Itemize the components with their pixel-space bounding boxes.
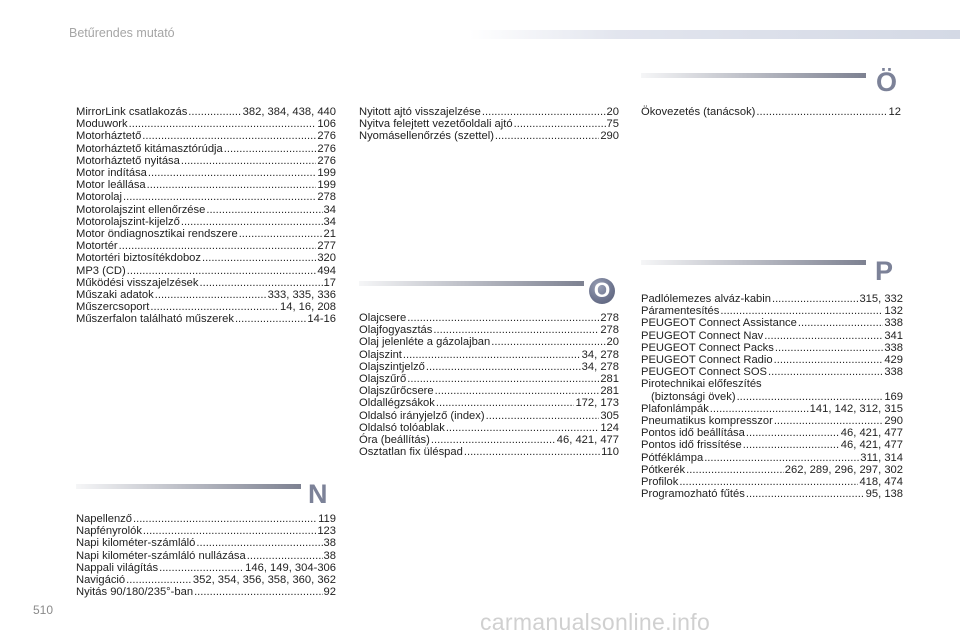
header-decor-bar bbox=[470, 30, 960, 39]
index-entry-leader bbox=[247, 550, 323, 562]
index-entry-pages: 34 bbox=[323, 203, 336, 216]
index-entry-leader bbox=[123, 191, 316, 203]
index-entry bbox=[359, 336, 619, 348]
index-entry bbox=[641, 391, 903, 403]
index-entry-leader bbox=[482, 106, 606, 118]
index-entry-pages: 199 bbox=[317, 179, 336, 192]
index-entry-label: Oldallégzsákok bbox=[359, 397, 435, 410]
index-entry bbox=[76, 562, 336, 574]
index-entry-pages: 34, 278 bbox=[581, 360, 619, 373]
index-entry-leader bbox=[119, 240, 317, 252]
index-entry-label: Műszerfalon található műszerek bbox=[76, 313, 234, 326]
index-entry-label: Napi kilométer-számláló nullázása bbox=[76, 549, 246, 562]
index-entry-leader bbox=[704, 452, 859, 464]
index-entry bbox=[76, 289, 336, 301]
index-entry bbox=[641, 342, 903, 354]
page-number: 510 bbox=[33, 603, 54, 617]
index-entry-label: MP3 (CD) bbox=[76, 264, 126, 277]
index-entry-label: Moduwork bbox=[76, 118, 128, 131]
index-entry-label: Ökovezetés (tanácsok) bbox=[641, 106, 756, 118]
index-entry-pages: 278 bbox=[600, 312, 619, 324]
index-entry-label: PEUGEOT Connect Assistance bbox=[641, 317, 797, 330]
index-entry bbox=[359, 349, 619, 361]
index-entry-pages: 290 bbox=[600, 130, 619, 143]
index-entry-pages: 262, 289, 296, 297, 302 bbox=[784, 463, 903, 476]
index-entry-label: Pneumatikus kompresszor bbox=[641, 415, 773, 428]
index-entry bbox=[641, 427, 903, 439]
index-entry bbox=[359, 410, 619, 422]
index-entry bbox=[641, 293, 903, 305]
index-entry-label: Olajcsere bbox=[359, 312, 407, 324]
index-entry-pages: 12 bbox=[888, 106, 901, 118]
index-entry-leader bbox=[142, 130, 316, 142]
index-entry bbox=[641, 439, 903, 451]
index-entry-label: Navigáció bbox=[76, 574, 126, 587]
index-entry-label: Motortéri biztosítékdoboz bbox=[76, 252, 201, 265]
index-entry-leader bbox=[206, 204, 322, 216]
index-entry bbox=[359, 373, 619, 385]
index-entry-pages: 315, 332 bbox=[859, 293, 903, 305]
index-entry-leader bbox=[426, 361, 581, 373]
index-entry-label: Motorháztető nyitása bbox=[76, 154, 180, 167]
index-entry bbox=[641, 403, 903, 415]
index-entry-label: PEUGEOT Connect Radio bbox=[641, 354, 773, 367]
index-entry-pages: 311, 314 bbox=[860, 451, 903, 464]
index-entry bbox=[76, 265, 336, 277]
index-entry bbox=[641, 476, 903, 488]
index-entry bbox=[641, 354, 903, 366]
index-entry-leader bbox=[188, 106, 241, 118]
index-entry-pages: 75 bbox=[606, 118, 619, 131]
section-divider-p bbox=[641, 260, 866, 265]
index-entry-pages: 38 bbox=[323, 549, 336, 562]
index-entry-leader bbox=[486, 410, 600, 422]
index-entry bbox=[641, 464, 903, 476]
watermark: carmanualsonline.info bbox=[480, 609, 711, 635]
index-entry-leader bbox=[147, 179, 317, 191]
index-entry bbox=[76, 155, 336, 167]
index-entry-label: Pontos idő frissítése bbox=[641, 439, 742, 452]
index-entry bbox=[76, 228, 336, 240]
index-entry bbox=[76, 216, 336, 228]
index-entry bbox=[76, 574, 336, 586]
index-entry-label: Oldalsó irányjelző (index) bbox=[359, 409, 485, 422]
index-entry bbox=[76, 550, 336, 562]
index-entry-label: Olajszint bbox=[359, 348, 402, 361]
section-divider-n bbox=[76, 484, 301, 489]
index-entry-pages: 17 bbox=[323, 276, 336, 289]
index-entry-label: Olaj jelenléte a gázolajban bbox=[359, 336, 491, 349]
index-entry bbox=[76, 204, 336, 216]
section-letter-o-umlaut: Ö bbox=[876, 67, 898, 97]
index-entry-label: Nyitva felejtett vezetőoldali ajtó bbox=[359, 118, 513, 131]
index-entry-leader bbox=[436, 397, 575, 409]
index-entry bbox=[641, 305, 903, 317]
index-entry-leader bbox=[181, 155, 316, 167]
index-entry bbox=[641, 330, 903, 342]
index-entry-label: Motorolaj bbox=[76, 191, 123, 204]
index-entry-label: Pótkerék bbox=[641, 463, 686, 476]
index-entry-label: Programozható fűtés bbox=[641, 488, 745, 501]
index-entry-label: PEUGEOT Connect SOS bbox=[641, 366, 768, 379]
index-entry-leader bbox=[239, 228, 323, 240]
index-entry-leader bbox=[768, 366, 883, 378]
index-entry-pages: 352, 354, 356, 358, 360, 362 bbox=[192, 574, 336, 587]
index-entry bbox=[76, 301, 336, 313]
index-entry-leader bbox=[159, 562, 244, 574]
index-entry bbox=[641, 366, 903, 378]
index-entry-leader bbox=[679, 476, 858, 488]
index-entry bbox=[359, 434, 619, 446]
index-entry-label: Oldalsó tolóablak bbox=[359, 421, 445, 434]
index-entry-leader bbox=[772, 293, 858, 305]
index-entry bbox=[76, 106, 336, 118]
index-entry-leader bbox=[446, 422, 600, 434]
index-entry-leader bbox=[129, 118, 317, 130]
index-column-p bbox=[641, 293, 903, 500]
index-entry-leader bbox=[756, 106, 887, 118]
index-column-m bbox=[76, 106, 336, 326]
index-entry-pages: 338 bbox=[884, 341, 903, 354]
index-entry-pages: 146, 149, 304-306 bbox=[245, 561, 336, 574]
index-entry bbox=[359, 106, 619, 118]
index-entry-leader bbox=[746, 427, 840, 439]
index-entry-pages: 14-16 bbox=[307, 313, 336, 326]
index-entry-pages: 338 bbox=[884, 366, 903, 379]
index-entry-label: Motortér bbox=[76, 240, 118, 253]
index-entry-leader bbox=[686, 464, 784, 476]
index-entry bbox=[76, 130, 336, 142]
index-entry-pages: 123 bbox=[317, 525, 336, 538]
index-entry bbox=[76, 537, 336, 549]
index-entry bbox=[76, 118, 336, 130]
index-entry bbox=[76, 179, 336, 191]
index-entry bbox=[359, 397, 619, 409]
index-entry-pages: 276 bbox=[317, 130, 336, 143]
index-entry-leader bbox=[181, 216, 323, 228]
index-entry-pages: 20 bbox=[606, 106, 619, 118]
index-entry-leader bbox=[464, 446, 600, 458]
index-entry-pages: 494 bbox=[317, 264, 336, 277]
index-entry-leader bbox=[148, 167, 316, 179]
index-entry-leader bbox=[143, 525, 316, 537]
index-entry bbox=[641, 488, 903, 500]
index-entry-pages: 38 bbox=[323, 537, 336, 550]
index-entry-pages: 320 bbox=[317, 252, 336, 265]
index-entry-label: Olajszűrőcsere bbox=[359, 385, 434, 398]
index-entry-pages: 14, 16, 208 bbox=[280, 301, 336, 314]
index-entry-leader bbox=[710, 403, 809, 415]
index-entry-pages: 95, 138 bbox=[865, 488, 903, 501]
index-entry-pages: 382, 384, 438, 440 bbox=[242, 106, 336, 118]
index-entry bbox=[359, 324, 619, 336]
p-list-rest bbox=[641, 403, 903, 501]
index-entry-leader bbox=[200, 277, 323, 289]
index-entry-label: Plafonlámpák bbox=[641, 402, 709, 415]
index-entry-pages: 92 bbox=[323, 586, 336, 599]
index-entry-pages: 199 bbox=[317, 167, 336, 180]
index-entry-label: Páramentesítés bbox=[641, 305, 720, 318]
index-entry-leader bbox=[407, 373, 599, 385]
index-entry bbox=[641, 106, 901, 118]
index-column-o-umlaut bbox=[641, 106, 901, 118]
index-entry-pages: 418, 474 bbox=[859, 476, 903, 489]
index-entry-pages: 277 bbox=[317, 240, 336, 253]
index-entry-label: Osztatlan fix üléspad bbox=[359, 446, 463, 459]
index-entry bbox=[76, 525, 336, 537]
index-entry-pages: 110 bbox=[601, 446, 619, 459]
index-entry-pages: 106 bbox=[317, 118, 336, 131]
index-entry-pages: 281 bbox=[600, 385, 619, 398]
index-entry-pages: 46, 421, 477 bbox=[840, 427, 903, 440]
index-entry bbox=[76, 252, 336, 264]
index-entry-label: Pótféklámpa bbox=[641, 451, 704, 464]
index-entry-pages: 20 bbox=[606, 336, 619, 349]
index-entry-pages: 124 bbox=[600, 421, 619, 434]
index-entry-leader bbox=[196, 537, 322, 549]
index-entry-label: Motor öndiagnosztikai rendszere bbox=[76, 228, 238, 241]
index-entry-leader bbox=[495, 130, 599, 142]
index-entry bbox=[359, 312, 619, 324]
page-header-title: Betűrendes mutató bbox=[69, 26, 175, 40]
index-entry-leader bbox=[224, 143, 317, 155]
index-entry-pages: 429 bbox=[884, 354, 903, 367]
index-entry-leader bbox=[407, 312, 599, 324]
index-entry-label: Olajfogyasztás bbox=[359, 324, 433, 337]
index-entry-label: Motorolajszint ellenőrzése bbox=[76, 203, 206, 216]
index-entry-label: MirrorLink csatlakozás bbox=[76, 106, 188, 118]
index-entry-label: Pontos idő beállítása bbox=[641, 427, 745, 440]
index-entry-pages: 169 bbox=[884, 390, 903, 403]
index-entry-pages: 341 bbox=[884, 329, 903, 342]
index-entry bbox=[359, 446, 619, 458]
index-entry-pages: 338 bbox=[884, 317, 903, 330]
index-entry-leader bbox=[775, 342, 883, 354]
index-entry-leader bbox=[743, 439, 840, 451]
index-entry bbox=[641, 317, 903, 329]
index-column-n bbox=[76, 513, 336, 598]
section-divider-o bbox=[359, 281, 584, 286]
index-entry bbox=[359, 422, 619, 434]
index-entry-label: Nappali világítás bbox=[76, 561, 159, 574]
index-entry-leader bbox=[194, 586, 322, 598]
index-entry-subhead: Pirotechnikai előfeszítés bbox=[641, 378, 762, 391]
index-entry-leader bbox=[433, 324, 599, 336]
index-entry-label: Olajszintjelző bbox=[359, 360, 425, 373]
index-entry-label: Nyitott ajtó visszajelzése bbox=[359, 106, 481, 118]
index-entry-leader bbox=[235, 313, 306, 325]
index-entry-label: Profilok bbox=[641, 476, 679, 489]
index-entry-pages: 333, 335, 336 bbox=[267, 289, 336, 302]
index-entry-label: Műszaki adatok bbox=[76, 289, 154, 302]
index-entry-label: Napellenző bbox=[76, 513, 132, 525]
index-entry bbox=[76, 240, 336, 252]
index-entry-leader bbox=[798, 317, 883, 329]
index-entry bbox=[76, 313, 336, 325]
index-entry-leader bbox=[127, 265, 317, 277]
index-entry-label: Motor leállása bbox=[76, 179, 146, 192]
index-entry-label: Motorháztető kitámasztórúdja bbox=[76, 142, 223, 155]
index-entry bbox=[359, 130, 619, 142]
index-entry-leader bbox=[764, 330, 883, 342]
index-entry-pages: 278 bbox=[317, 191, 336, 204]
index-entry bbox=[641, 452, 903, 464]
index-entry-pages: 172, 173 bbox=[575, 397, 619, 410]
index-entry-pages: 278 bbox=[600, 324, 619, 337]
index-entry-leader bbox=[720, 305, 883, 317]
index-entry-leader bbox=[491, 336, 605, 348]
index-entry-leader bbox=[150, 301, 279, 313]
p-list-top bbox=[641, 293, 903, 378]
index-entry-label: Olajszűrő bbox=[359, 373, 407, 386]
index-entry-leader bbox=[746, 488, 865, 500]
index-entry-pages: 34 bbox=[323, 215, 336, 228]
index-entry bbox=[359, 118, 619, 130]
index-entry bbox=[76, 143, 336, 155]
index-entry-leader bbox=[126, 574, 192, 586]
index-entry-label: Műszercsoport bbox=[76, 301, 150, 314]
index-column-ny bbox=[359, 106, 619, 143]
index-entry-leader bbox=[737, 391, 884, 403]
index-entry-label: Nyitás 90/180/235°-ban bbox=[76, 586, 194, 599]
index-entry-leader bbox=[133, 513, 317, 525]
index-entry-pages: 305 bbox=[600, 409, 619, 422]
index-column-o bbox=[359, 312, 619, 458]
index-entry-pages: 141, 142, 312, 315 bbox=[809, 402, 903, 415]
index-entry bbox=[76, 586, 336, 598]
index-entry-pages: 46, 421, 477 bbox=[556, 434, 619, 447]
index-entry-label: Padlólemezes alváz-kabin bbox=[641, 293, 771, 305]
index-entry-label: Napfényrolók bbox=[76, 525, 142, 538]
index-entry-leader bbox=[435, 385, 600, 397]
section-letter-p: P bbox=[875, 256, 894, 286]
index-entry-pages: 281 bbox=[600, 373, 619, 386]
index-entry-label: PEUGEOT Connect Packs bbox=[641, 341, 774, 354]
index-entry-pages: 290 bbox=[884, 415, 903, 428]
index-entry-pages: 119 bbox=[318, 513, 336, 525]
index-entry-leader bbox=[514, 118, 606, 130]
index-entry-label: Működési visszajelzések bbox=[76, 276, 199, 289]
index-entry bbox=[76, 191, 336, 203]
index-entry-pages: 132 bbox=[884, 305, 903, 318]
index-entry-label: Nyomásellenőrzés (szettel) bbox=[359, 130, 494, 143]
index-entry bbox=[641, 415, 903, 427]
index-entry-pages: 276 bbox=[317, 154, 336, 167]
index-entry bbox=[76, 277, 336, 289]
section-divider-o-umlaut bbox=[641, 73, 866, 78]
index-entry bbox=[359, 385, 619, 397]
index-entry-leader bbox=[774, 354, 884, 366]
index-entry-pages: 21 bbox=[323, 228, 336, 241]
index-entry-label: Motorolajszint-kijelző bbox=[76, 215, 180, 228]
index-entry bbox=[359, 361, 619, 373]
index-entry-label: (biztonsági övek) bbox=[651, 390, 736, 403]
index-entry-leader bbox=[202, 252, 316, 264]
index-entry-pages: 46, 421, 477 bbox=[840, 439, 903, 452]
section-letter-o: O bbox=[589, 278, 615, 304]
index-entry-label: PEUGEOT Connect Nav bbox=[641, 329, 764, 342]
index-entry bbox=[76, 513, 336, 525]
section-letter-n: N bbox=[308, 479, 328, 509]
index-entry bbox=[76, 167, 336, 179]
index-entry-pages: 34, 278 bbox=[581, 348, 619, 361]
index-entry-label: Motor indítása bbox=[76, 167, 147, 180]
index-entry-label: Óra (beállítás) bbox=[359, 434, 430, 447]
index-entry-leader bbox=[774, 415, 884, 427]
index-entry-pages: 276 bbox=[317, 142, 336, 155]
index-entry-leader bbox=[431, 434, 556, 446]
index-entry-leader bbox=[155, 289, 267, 301]
index-entry-leader bbox=[403, 349, 581, 361]
index-entry-label: Motorháztető bbox=[76, 130, 142, 143]
index-entry-label: Napi kilométer-számláló bbox=[76, 537, 196, 550]
